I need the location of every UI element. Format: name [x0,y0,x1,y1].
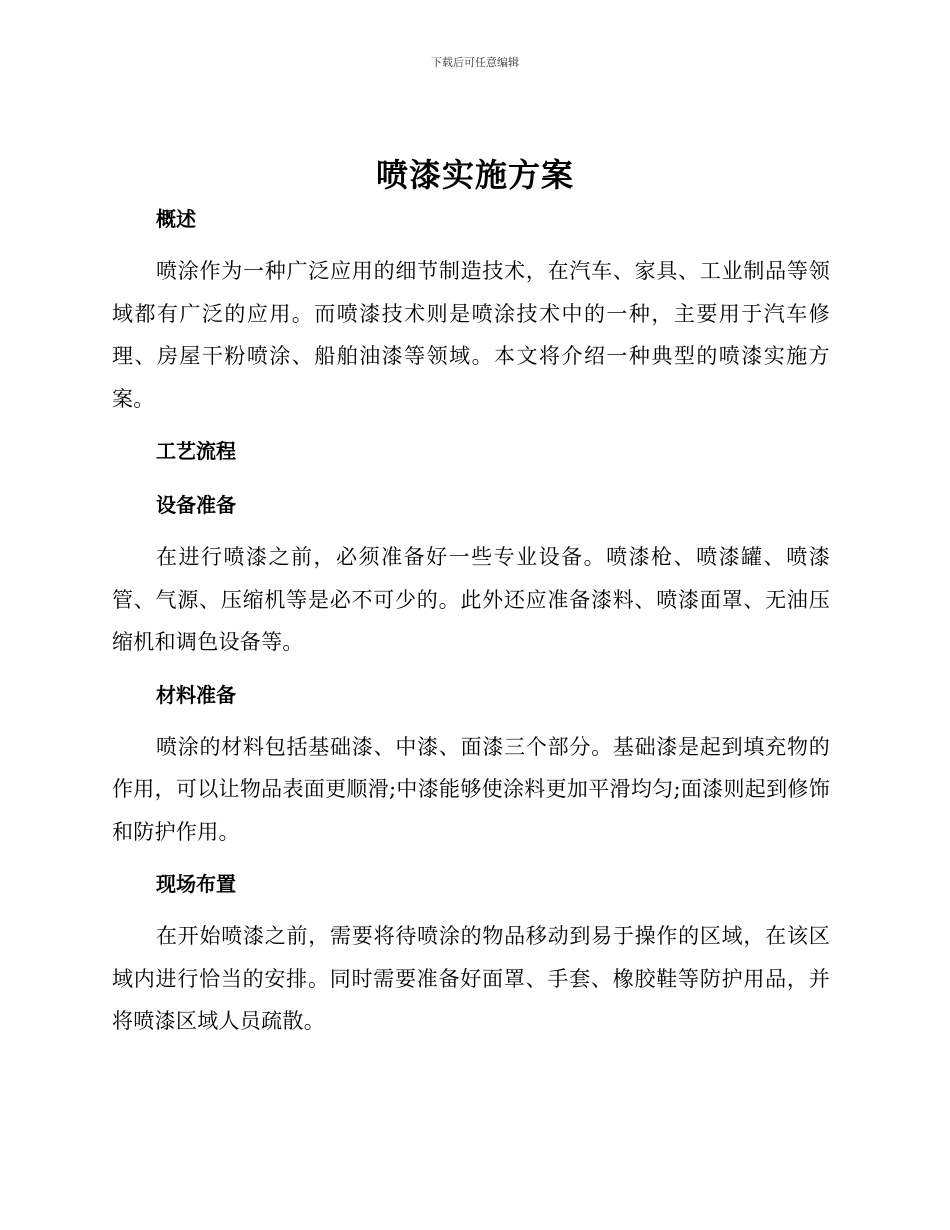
heading-equipment: 设备准备 [156,493,236,517]
paragraph-overview: 喷涂作为一种广泛应用的细节制造技术，在汽车、家具、工业制品等领域都有广泛的应用。而喷漆技术则是喷涂技术中的一种，主要用于汽车修理、房屋干粉喷涂、船舶油漆等领域。本文将介绍一种典型的喷漆实施方案。 [112,259,830,411]
document-title: 喷漆实施方案 [375,156,574,194]
paragraph-equipment: 在进行喷漆之前，必须准备好一些专业设备。喷漆枪、喷漆罐、喷漆管、气源、压缩机等是必不可少的。此外还应准备漆料、喷漆面罩、无油压缩机和调色设备等。 [112,545,830,654]
header-note: 下载后可任意编辑 [431,56,519,69]
heading-materials: 材料准备 [156,682,236,707]
heading-overview: 概述 [156,207,196,231]
paragraph-site: 在开始喷漆之前，需要将待喷涂的物品移动到易于操作的区域，在该区域内进行恰当的安排。同时需要准备好面罩、手套、橡胶鞋等防护用品，并将喷漆区域人员疏散。 [112,924,830,1033]
paragraph-materials: 喷涂的材料包括基础漆、中漆、面漆三个部分。基础漆是起到填充物的作用，可以让物品表面更顺滑;中漆能够使涂料更加平滑均匀;面漆则起到修饰和防护作用。 [112,734,830,844]
heading-process: 工艺流程 [156,439,236,463]
document-body [112,200,830,1043]
heading-site: 现场布置 [156,872,236,896]
